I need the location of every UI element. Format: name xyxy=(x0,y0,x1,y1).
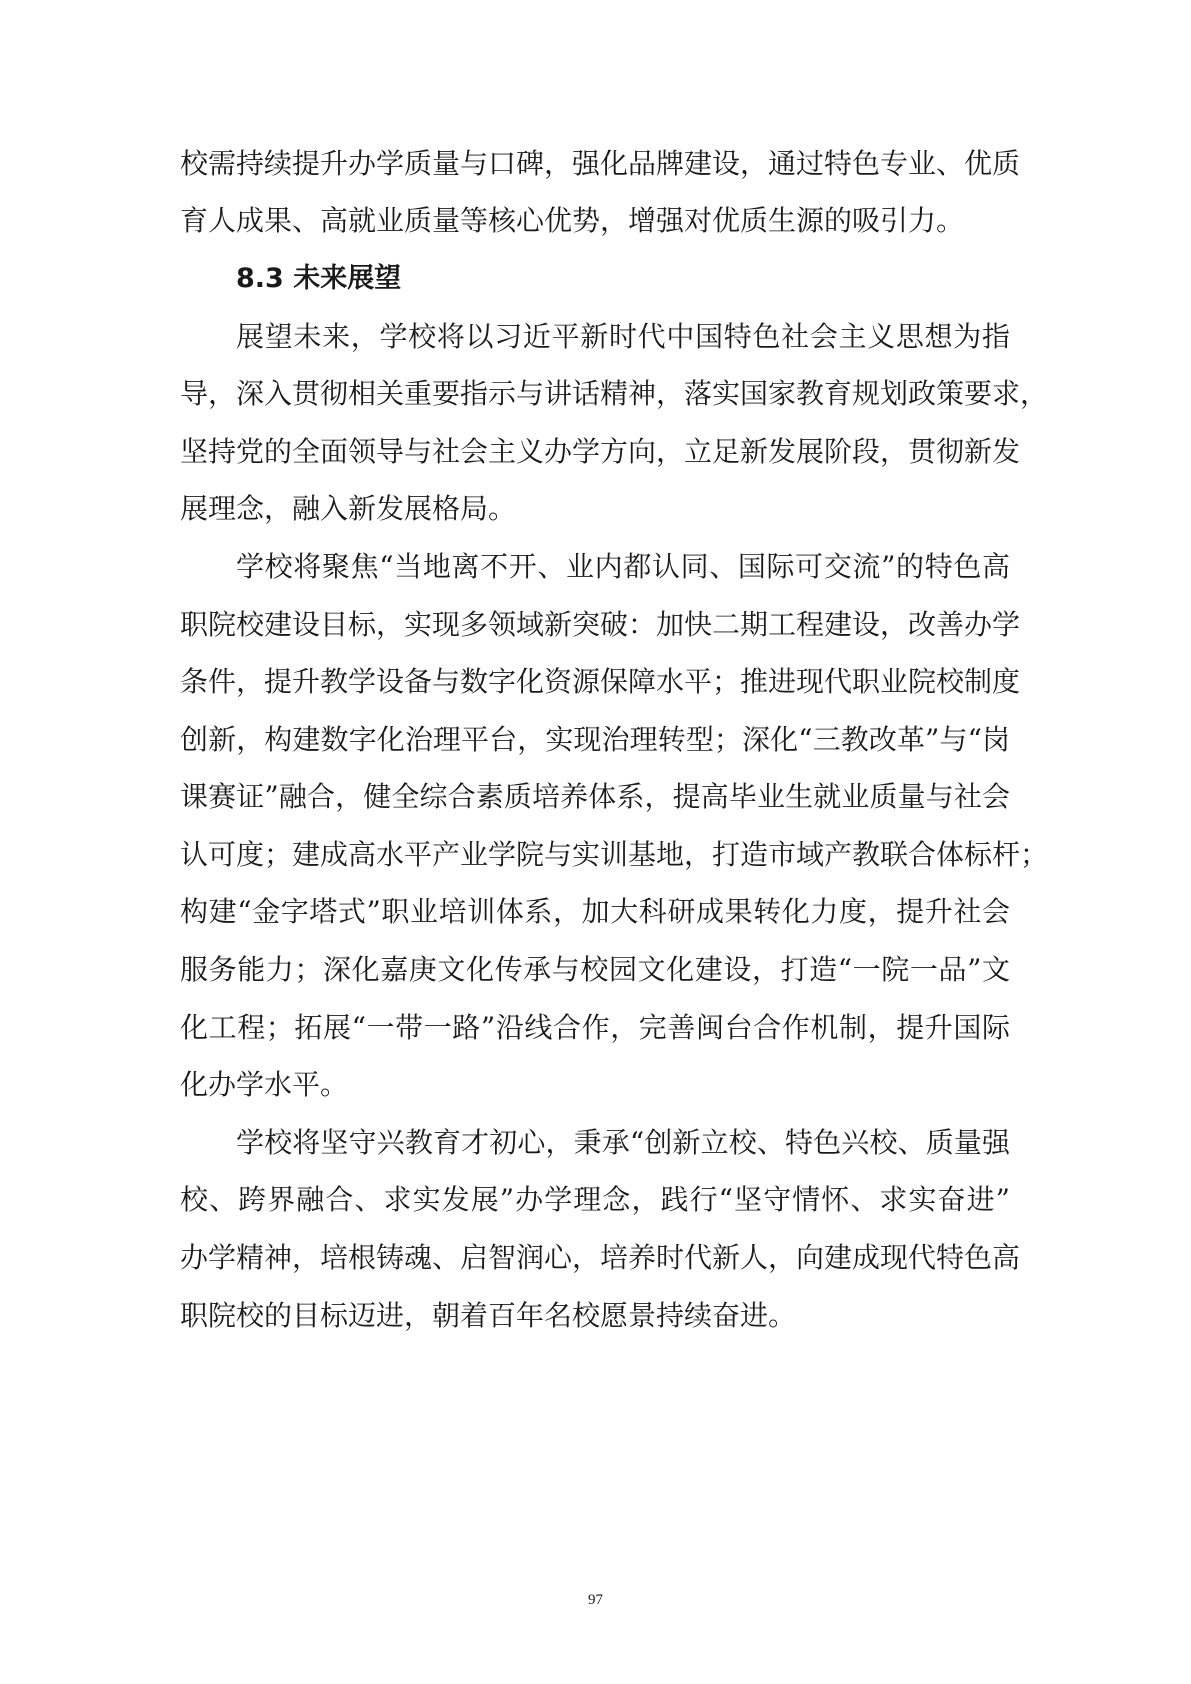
paragraph-line: 认可度；建成高水平产业学院与实训基地，打造市域产教联合体标杆； xyxy=(180,838,1049,871)
paragraph-line: 构建“金字塔式”职业培训体系，加大科研成果转化力度，提升社会 xyxy=(180,895,1010,928)
paragraph-line: 育人成果、高就业质量等核心优势，增强对优质生源的吸引力。 xyxy=(180,204,965,237)
paragraph-line: 职院校的目标迈进，朝着百年名校愿景持续奋进。 xyxy=(180,1299,797,1332)
paragraph-line: 坚持党的全面领导与社会主义办学方向，立足新发展阶段，贯彻新发 xyxy=(180,435,1021,468)
paragraph-line: 学校将坚守兴教育才初心，秉承“创新立校、特色兴校、质量强 xyxy=(236,1126,1010,1159)
paragraph-line: 导，深入贯彻相关重要指示与讲话精神，落实国家教育规划政策要求， xyxy=(180,377,1049,410)
paragraph-line: 条件，提升教学设备与数字化资源保障水平；推进现代职业院校制度 xyxy=(180,665,1021,698)
paragraph-line: 职院校建设目标，实现多领域新突破：加快二期工程建设，改善办学 xyxy=(180,608,1021,641)
paragraph-line: 化办学水平。 xyxy=(180,1068,349,1101)
paragraph-line: 化工程；拓展“一带一路”沿线合作，完善闽台合作机制，提升国际 xyxy=(180,1011,1010,1044)
paragraph-line: 创新，构建数字化治理平台，实现治理转型；深化“三教改革”与“岗 xyxy=(180,723,1010,756)
paragraph-line: 展理念，融入新发展格局。 xyxy=(180,492,517,525)
paragraph-line: 校需持续提升办学质量与口碑，强化品牌建设，通过特色专业、优质 xyxy=(180,147,1021,180)
section-heading: 8.3 未来展望 xyxy=(236,263,402,294)
paragraph-line: 校、跨界融合、求实发展”办学理念，践行“坚守情怀、求实奋进” xyxy=(180,1183,1010,1216)
paragraph-line: 课赛证”融合，健全综合素质培养体系，提高毕业生就业质量与社会 xyxy=(180,780,1010,813)
paragraph-line: 学校将聚焦“当地离不开、业内都认同、国际可交流”的特色高 xyxy=(236,550,1010,583)
paragraph-line: 办学精神，培根铸魂、启智润心，培养时代新人，向建成现代特色高 xyxy=(180,1241,1021,1274)
paragraph-line: 服务能力；深化嘉庚文化传承与校园文化建设，打造“一院一品”文 xyxy=(180,953,1010,986)
paragraph-line: 展望未来，学校将以习近平新时代中国特色社会主义思想为指 xyxy=(236,320,1010,353)
page-number: 97 xyxy=(588,1592,603,1608)
